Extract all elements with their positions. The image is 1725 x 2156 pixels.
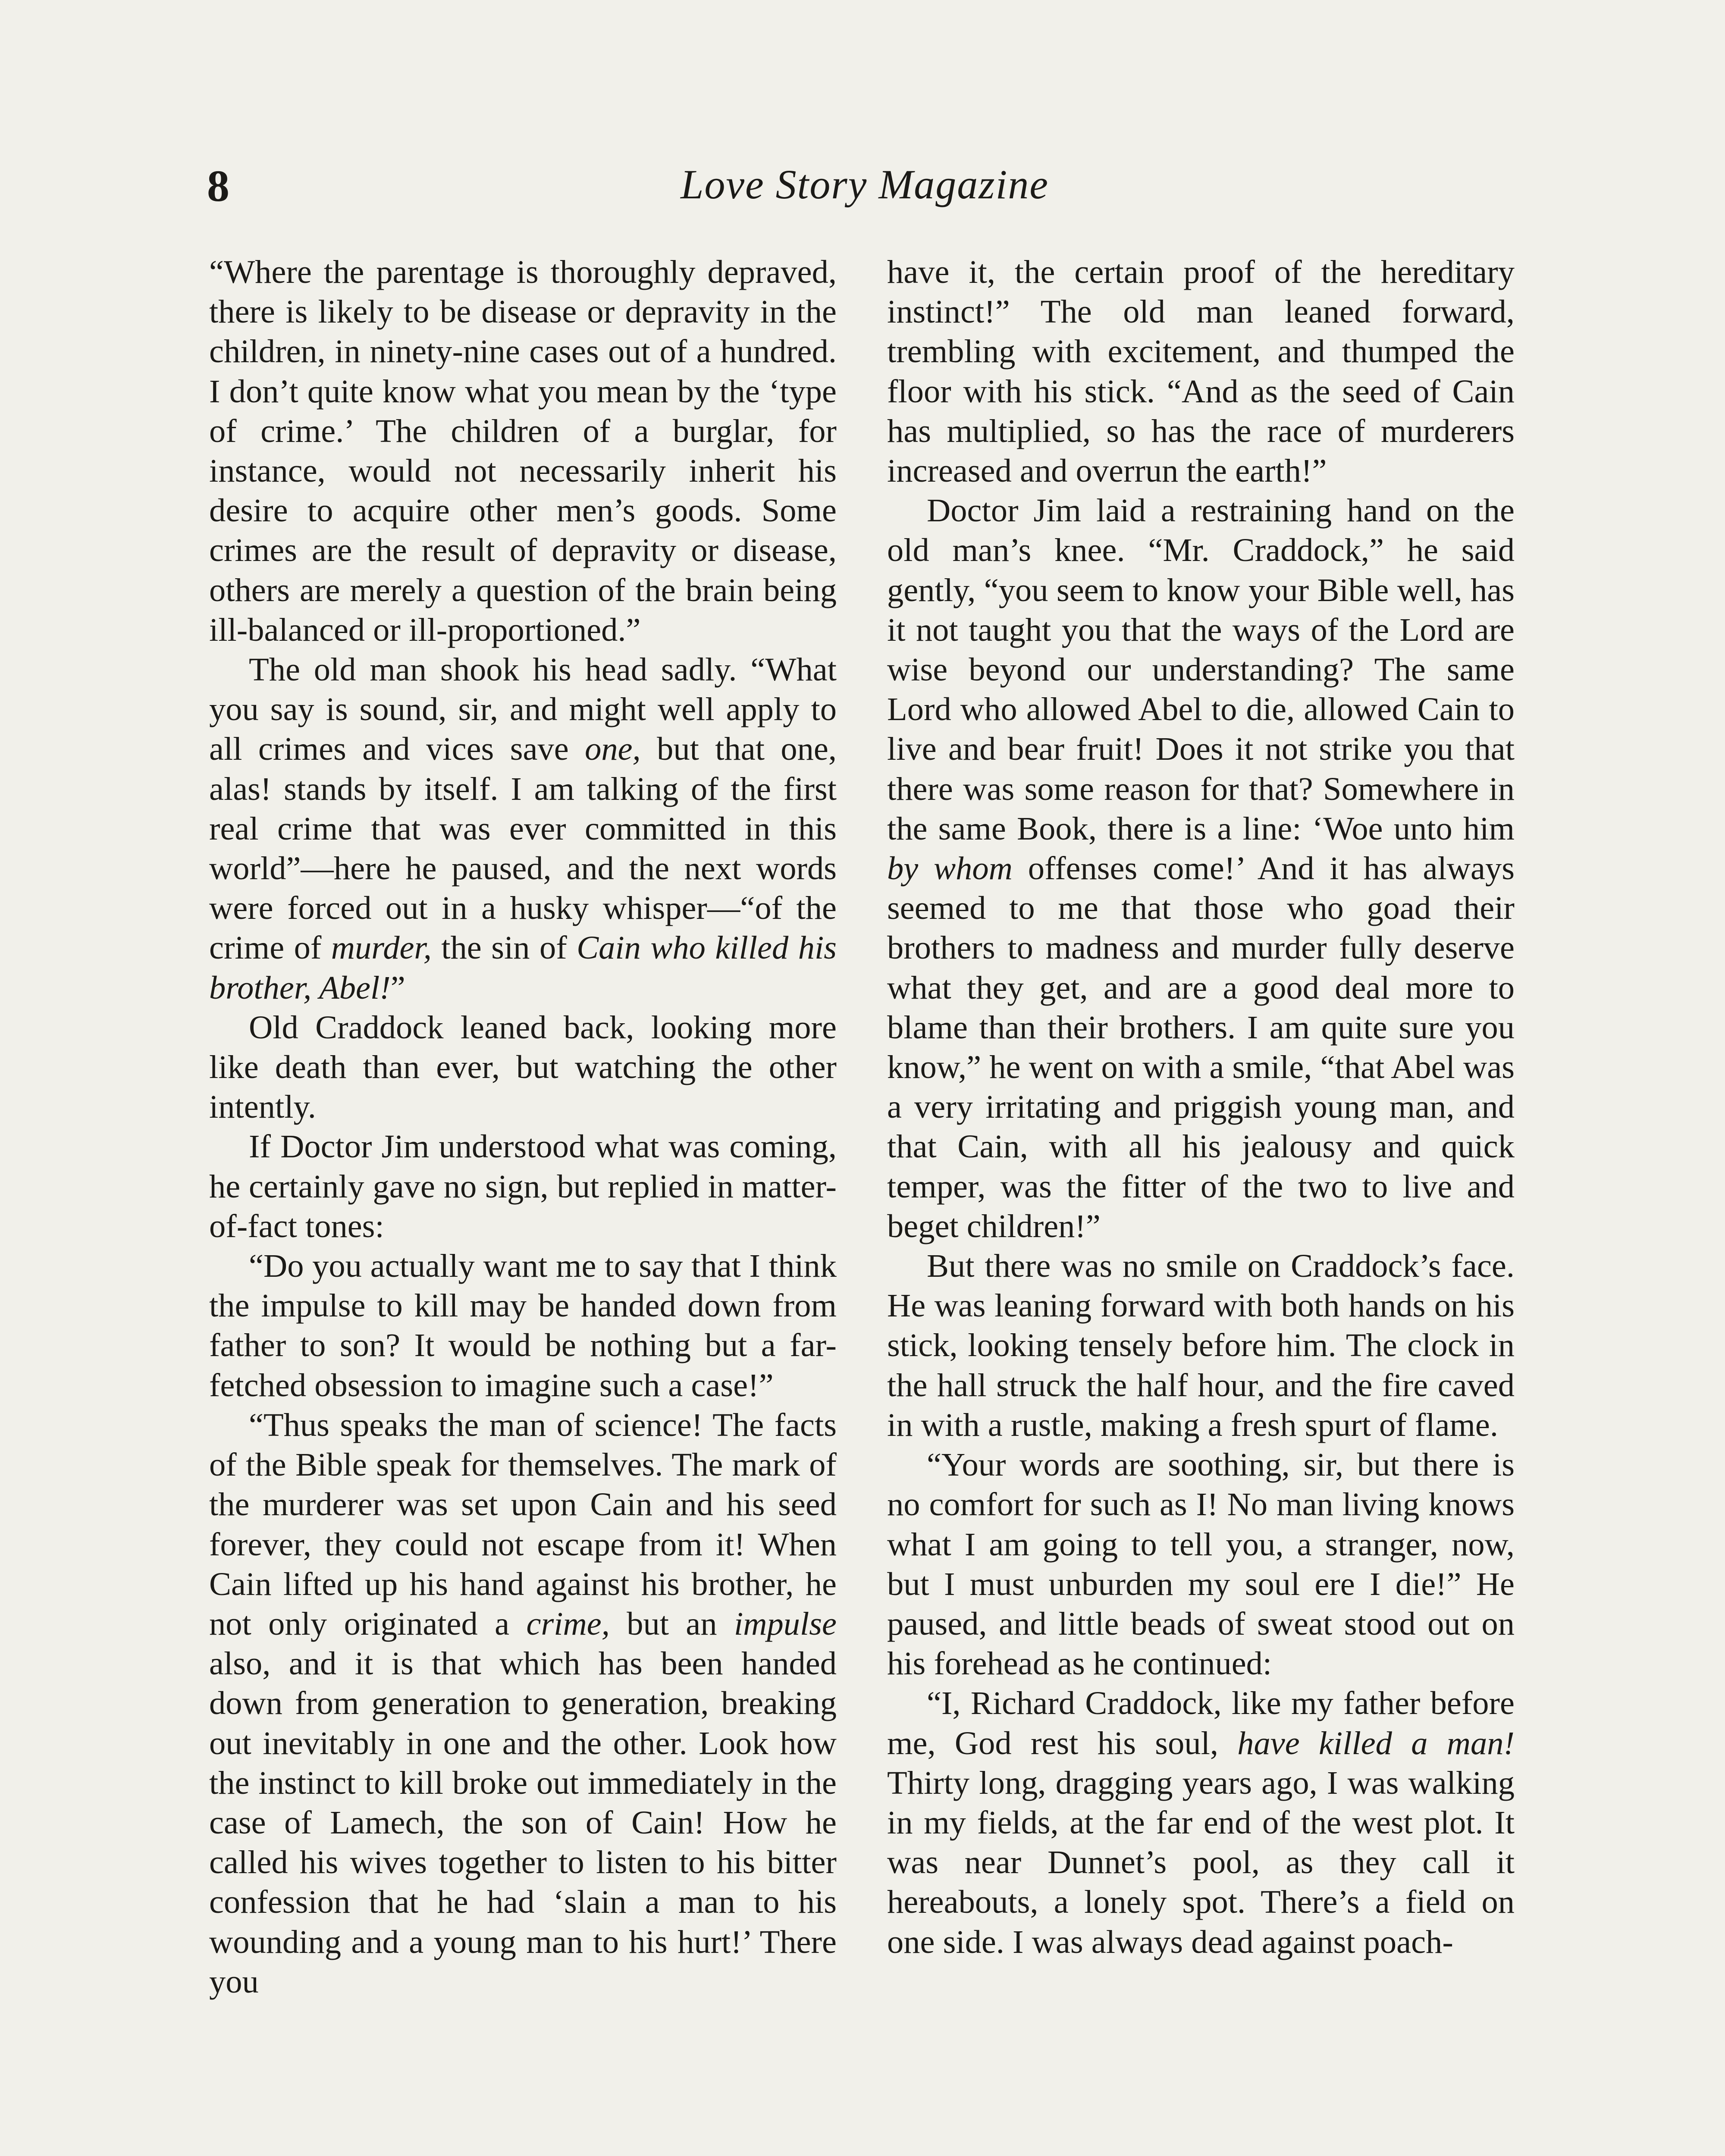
paragraph bbox=[887, 252, 1515, 491]
paragraph-text: the sin of bbox=[431, 929, 577, 966]
paragraph bbox=[209, 1127, 837, 1246]
paragraph-text: also, and it is that which has been handed down from generation to generation, breaking out inevitably in one and the other. Look how the instinct to kill broke out immediately in the case of Lamech, the son of Cain! How he called his wives together to listen to his bitter confession that he had ‘slain a man to his wounding and a young man to his hurt!’ There you bbox=[209, 1645, 837, 2000]
left-text-column bbox=[209, 252, 837, 2002]
paragraph bbox=[887, 1683, 1515, 1962]
paragraph bbox=[209, 650, 837, 1008]
italic-text: one, bbox=[585, 730, 641, 768]
paragraph-text: Thirty long, dragging years ago, I was walking in my fields, at the far end of the west plot. It was near Dunnet’s pool, as they call it hereabouts, a lonely spot. There’s a field on one side. I was always dead against poach- bbox=[887, 1764, 1515, 1960]
page-number: 8 bbox=[207, 161, 229, 211]
paragraph bbox=[887, 491, 1515, 1246]
italic-text: by whom bbox=[887, 850, 1013, 887]
paragraph bbox=[209, 1246, 837, 1405]
paragraph bbox=[887, 1246, 1515, 1445]
paragraph-text: The old man shook his head sadly. “What you say is sound, sir, and might well apply to all crimes and vices save bbox=[209, 651, 837, 768]
paragraph bbox=[209, 1008, 837, 1127]
paragraph bbox=[209, 252, 837, 650]
paragraph-text: “Do you actually want me to say that I think the impulse to kill may be handed down from father to son? It would be nothing but a far-fetched obsession to imagine such a case!” bbox=[209, 1247, 837, 1404]
paragraph-text: But there was no smile on Craddock’s face. He was leaning forward with both hands on his stick, looking tensely before him. The clock in the hall struck the half hour, and the fire caved in with a rustle, making a fresh spurt of flame. bbox=[887, 1247, 1515, 1443]
paragraph-text: “Where the parentage is thoroughly depraved, there is likely to be disease or depravity in the children, in ninety-nine cases out of a hundred. I don’t quite know what you mean by the ‘type of crime.’ The children of a burglar, for instance, would not necessarily inherit his desire to acquire other men’s goods. Some crimes are the result of depravity or disease, others are merely a question of the brain being ill-balanced or ill-proportioned.” bbox=[209, 254, 837, 648]
paragraph-text: but that one, alas! stands by itself. I am talking of the first real crime that was ever committed in this world”—here he paused, and the next words were forced out in a husky whisper—“of the crime of bbox=[209, 730, 837, 966]
paragraph-text: “Your words are soothing, sir, but there is no comfort for such as I! No man living knows what I am going to tell you, a stranger, now, but I must unburden my soul ere I die!” He paused, and little beads of sweat stood out on his forehead as he continued: bbox=[887, 1446, 1515, 1682]
paragraph bbox=[209, 1405, 837, 2002]
paragraph-text: “Thus speaks the man of science! The facts of the Bible speak for themselves. The mark of the murderer was set upon Cain and his seed forever, they could not escape from it! When Cain lifted up his hand against his brother, he not only originated a bbox=[209, 1406, 837, 1642]
paragraph-text: Old Craddock leaned back, looking more like death than ever, but watching the other intently. bbox=[209, 1009, 837, 1125]
paragraph-text: Doctor Jim laid a restraining hand on the old man’s knee. “Mr. Craddock,” he said gently, “you seem to know your Bible well, has it not taught you that the ways of the Lord are wise beyond our understanding? The same Lord who allowed Abel to die, allowed Cain to live and bear fruit! Does it not strike you that there was some reason for that? Somewhere in the same Book, there is a line: ‘Woe unto him bbox=[887, 492, 1515, 847]
italic-text: have killed a man! bbox=[1237, 1724, 1515, 1761]
italic-text: crime, bbox=[526, 1605, 610, 1642]
paragraph bbox=[887, 1445, 1515, 1683]
paragraph-text: have it, the certain proof of the hereditary instinct!” The old man leaned forward, trembling with excitement, and thumped the floor with his stick. “And as the seed of Cain has multiplied, so has the race of murderers increased and overrun the earth!” bbox=[887, 254, 1515, 489]
paragraph-text: “I, Richard Craddock, like my father before me, God rest his soul, bbox=[887, 1685, 1515, 1761]
paragraph-text: ” bbox=[390, 969, 405, 1006]
page-header bbox=[207, 161, 1522, 241]
paragraph-text: but an bbox=[609, 1605, 734, 1642]
italic-text: murder, bbox=[331, 929, 432, 966]
magazine-title: Love Story Magazine bbox=[681, 161, 1049, 207]
italic-text: Cain who killed his brother, Abel! bbox=[209, 929, 837, 1006]
paragraph-text: If Doctor Jim understood what was coming, he certainly gave no sign, but replied in matter-of-fact tones: bbox=[209, 1128, 837, 1244]
italic-text: impulse bbox=[734, 1605, 837, 1642]
paragraph-text: offenses come!’ And it has always seemed to me that those who goad their brothers to madness and murder fully deserve what they get, and are a good deal more to blame than their brothers. I am quite sure you know,” he went on with a smile, “that Abel was a very irritating and priggish young man, and that Cain, with all his jealousy and quick temper, was the fitter of the two to live and beget children!” bbox=[887, 850, 1515, 1244]
right-text-column bbox=[887, 252, 1515, 1962]
